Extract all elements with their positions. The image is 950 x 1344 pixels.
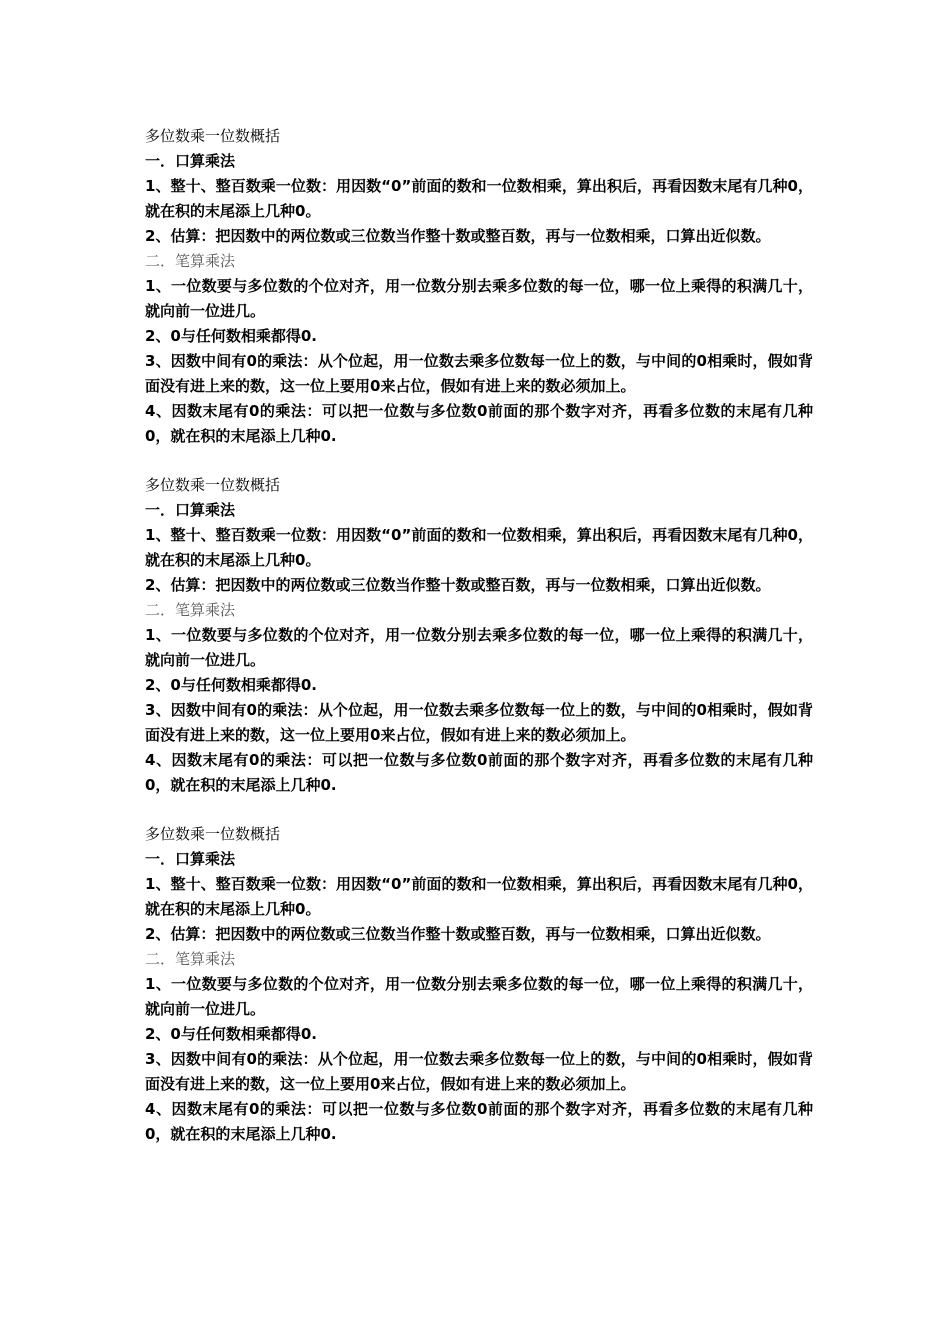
- summary-section-3: [145, 822, 813, 1147]
- written-rule-3: 3、因数中间有0的乘法：从个位起，用一位数去乘多位数每一位上的数，与中间的0相乘时，假如背面没有进上来的数，这一位上要用0来占位，假如有进上来的数必须加上。: [145, 701, 813, 744]
- written-rule-1: 1、一位数要与多位数的个位对齐，用一位数分别去乘多位数的每一位，哪一位上乘得的积满几十，就向前一位进几。: [145, 277, 813, 320]
- document-page: [145, 124, 813, 1147]
- written-rule-2: 2、0与任何数相乘都得0.: [145, 327, 318, 345]
- written-rule-4: 4、因数末尾有0的乘法：可以把一位数与多位数0前面的那个数字对齐，再看多位数的末尾有几种0，就在积的末尾添上几种0.: [145, 751, 813, 794]
- summary-section-2: [145, 473, 813, 798]
- oral-rule-2: 2、估算：把因数中的两位数或三位数当作整十数或整百数，再与一位数相乘，口算出近似数。: [145, 227, 771, 245]
- written-rule-2: 2、0与任何数相乘都得0.: [145, 1025, 318, 1043]
- heading-oral-multiplication: 一．口算乘法: [145, 850, 236, 868]
- written-rule-3: 3、因数中间有0的乘法：从个位起，用一位数去乘多位数每一位上的数，与中间的0相乘时，假如背面没有进上来的数，这一位上要用0来占位，假如有进上来的数必须加上。: [145, 352, 813, 395]
- summary-section-1: [145, 124, 813, 449]
- oral-rule-1: 1、整十、整百数乘一位数：用因数“0”前面的数和一位数相乘，算出积后，再看因数末尾有几种0，就在积的末尾添上几种0。: [145, 875, 813, 918]
- heading-written-multiplication: 二．笔算乘法: [145, 601, 236, 619]
- heading-oral-multiplication: 一．口算乘法: [145, 501, 236, 519]
- heading-written-multiplication: 二．笔算乘法: [145, 252, 236, 270]
- written-rule-1: 1、一位数要与多位数的个位对齐，用一位数分别去乘多位数的每一位，哪一位上乘得的积满几十，就向前一位进几。: [145, 975, 813, 1018]
- written-rule-2: 2、0与任何数相乘都得0.: [145, 676, 318, 694]
- heading-oral-multiplication: 一．口算乘法: [145, 152, 236, 170]
- section-title: 多位数乘一位数概括: [145, 476, 281, 494]
- written-rule-4: 4、因数末尾有0的乘法：可以把一位数与多位数0前面的那个数字对齐，再看多位数的末尾有几种0，就在积的末尾添上几种0.: [145, 402, 813, 445]
- written-rule-1: 1、一位数要与多位数的个位对齐，用一位数分别去乘多位数的每一位，哪一位上乘得的积满几十，就向前一位进几。: [145, 626, 813, 669]
- section-title: 多位数乘一位数概括: [145, 127, 281, 145]
- heading-written-multiplication: 二．笔算乘法: [145, 950, 236, 968]
- oral-rule-2: 2、估算：把因数中的两位数或三位数当作整十数或整百数，再与一位数相乘，口算出近似数。: [145, 576, 771, 594]
- oral-rule-2: 2、估算：把因数中的两位数或三位数当作整十数或整百数，再与一位数相乘，口算出近似数。: [145, 925, 771, 943]
- section-title: 多位数乘一位数概括: [145, 825, 281, 843]
- written-rule-3: 3、因数中间有0的乘法：从个位起，用一位数去乘多位数每一位上的数，与中间的0相乘时，假如背面没有进上来的数，这一位上要用0来占位，假如有进上来的数必须加上。: [145, 1050, 813, 1093]
- oral-rule-1: 1、整十、整百数乘一位数：用因数“0”前面的数和一位数相乘，算出积后，再看因数末尾有几种0，就在积的末尾添上几种0。: [145, 526, 813, 569]
- oral-rule-1: 1、整十、整百数乘一位数：用因数“0”前面的数和一位数相乘，算出积后，再看因数末尾有几种0，就在积的末尾添上几种0。: [145, 177, 813, 220]
- written-rule-4: 4、因数末尾有0的乘法：可以把一位数与多位数0前面的那个数字对齐，再看多位数的末尾有几种0，就在积的末尾添上几种0.: [145, 1100, 813, 1143]
